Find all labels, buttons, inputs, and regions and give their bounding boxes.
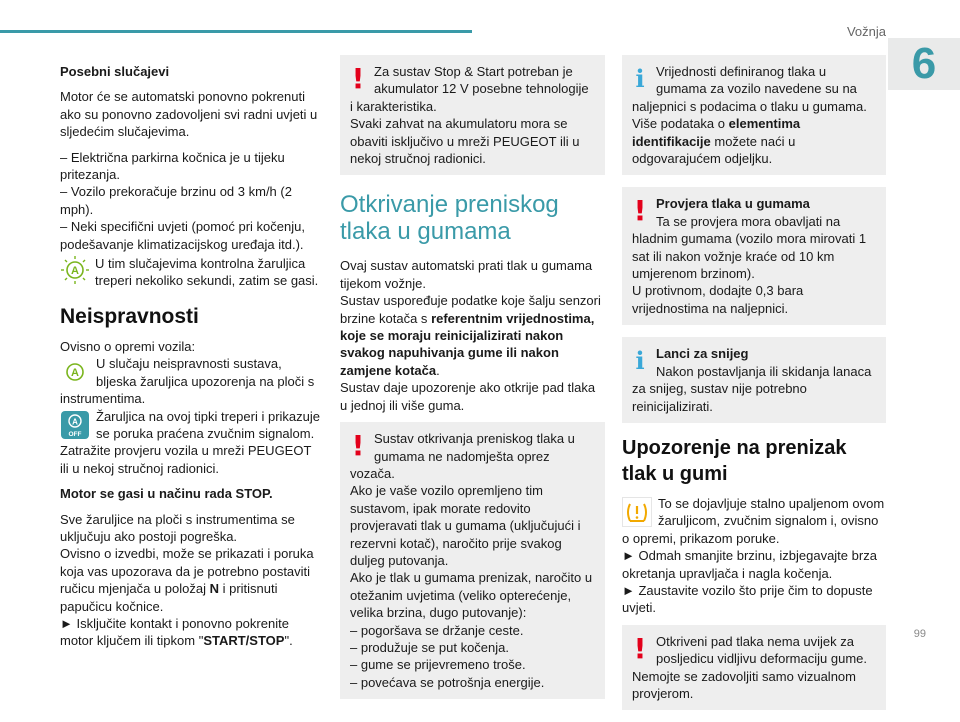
warning-text: – pogoršava se držanje ceste. bbox=[350, 622, 524, 638]
chapter-number: 6 bbox=[911, 39, 937, 88]
info-text: Vrijednosti definiranog tlaka u gumama za vozilo navedene su na naljepnici s podacima o tlaku u gumama. bbox=[632, 64, 867, 114]
warning-icon: ! bbox=[633, 194, 647, 228]
auto-a-icon bbox=[60, 255, 90, 285]
warning-text: Sustav otkrivanja preniskog tlaka u gumama ne nadomješta oprez vozača. bbox=[350, 431, 575, 481]
tyre-p3: Sustav daje upozorenje ako otkrije pad tlaka u jednoj ili više guma. bbox=[340, 380, 596, 413]
info-box-snow-chains bbox=[622, 337, 886, 423]
svg-text:A: A bbox=[71, 367, 79, 380]
warning-box-visual-check bbox=[622, 625, 886, 711]
warning-text: Otkriveni pad tlaka nema uvijek za posljedicu vidljivu deformaciju gume. bbox=[656, 633, 867, 667]
faults-icon2-text: Žaruljica na ovoj tipki treperi i prikazuje se poruka praćena zvučnim signalom. bbox=[96, 408, 320, 441]
warning-text: Za sustav Stop & Start potreban je akumulator 12 V posebne tehnologije i karakteristika. bbox=[350, 64, 589, 114]
tyre-warning-p2: ► Odmah smanjite brzinu, izbjegavajte brza okretanja upravljača i nagla kočenja. bbox=[622, 548, 877, 581]
chapter-tab bbox=[888, 38, 960, 90]
faults-icon-note-1 bbox=[60, 355, 322, 407]
info-text: Nakon postavljanja ili skidanja lanaca za snijeg, sustav nije potrebno reinicijalizirati. bbox=[632, 363, 872, 414]
info-title: Lanci za snijeg bbox=[656, 346, 749, 362]
stop-mode-p1: Sve žaruljice na ploči s instrumentima se uključuju ako postoji pogreška. bbox=[60, 511, 295, 544]
tyre-pressure-warning-icon bbox=[622, 497, 652, 527]
stop-mode-p3: ► Isključite kontakt i ponovno pokrenite motor ključem ili tipkom "START/STOP". bbox=[60, 615, 293, 649]
warning-icon: ! bbox=[633, 631, 647, 665]
warning-text: Svaki zahvat na akumulatoru mora se obaviti isključivo u mreži PEUGEOT ili u nekoj stručnoj radionici. bbox=[350, 116, 580, 167]
tyre-p1: Ovaj sustav automatski prati tlak u gumama tijekom vožnje. bbox=[340, 258, 593, 291]
column-3 bbox=[622, 55, 886, 722]
stop-mode-title: Motor se gasi u načinu rada STOP. bbox=[60, 486, 273, 502]
special-icon-text: U tim slučajevima kontrolna žaruljica treperi nekoliko sekundi, zatim se gasi. bbox=[95, 256, 319, 289]
warning-text: – produžuje se put kočenja. bbox=[350, 639, 509, 655]
warning-text: Ako je tlak u gumama prenizak, naročito u otežanim uvjetima (veliko opterećenje, velika brzina, dugo putovanje): bbox=[350, 570, 593, 621]
warning-text: – gume se prijevremeno troše. bbox=[350, 657, 526, 673]
column-1 bbox=[60, 55, 322, 650]
warning-text: U protivnom, dodajte 0,3 bara vrijednostima na naljepnici. bbox=[632, 283, 804, 316]
special-icon-note bbox=[60, 255, 322, 290]
tyre-warning-p3: ► Zaustavite vozilo što prije čim to dopuste uvjeti. bbox=[622, 582, 873, 616]
warning-icon: ! bbox=[351, 429, 365, 463]
warning-text: Ta se provjera mora obavljati na hladnim gumama (vozilo mora mirovati 1 sat ili nakon vožnje kraće od 10 km umjerenom brzinom). bbox=[632, 213, 867, 282]
warning-box-battery bbox=[340, 55, 605, 175]
special-item: – Vozilo prekoračuje brzinu od 3 km/h (2 mph). bbox=[60, 184, 292, 217]
warning-box-tyre-system bbox=[340, 422, 605, 699]
warning-text: Nemojte se zadovoljiti samo vizualnom provjerom. bbox=[632, 668, 856, 701]
faults-intro: Ovisno o opremi vozila: bbox=[60, 338, 196, 354]
special-item: – Neki specifični uvjeti (pomoć pri kočenju, podešavanje klimatizacijskog uređaja itd.). bbox=[60, 219, 305, 252]
info-icon: i bbox=[635, 346, 645, 376]
warning-text: – povećava se potrošnja energije. bbox=[350, 674, 545, 690]
faults-title: Neispravnosti bbox=[60, 304, 199, 328]
stop-mode-p2: Ovisno o izvedbi, može se prikazati i poruka koja vas upozorava da je potrebno postaviti ručicu mjenjača u položaj N i pritisnuti papučicu kočnice. bbox=[60, 546, 314, 614]
section-heading-tyre-detection: Otkrivanje preniskog tlaka u gumama bbox=[340, 191, 559, 246]
faults-icon1-text: U slučaju neispravnosti sustava, bljeska žaruljica upozorenja na ploči s instrumentima. bbox=[60, 356, 315, 407]
tyre-warning-p1: To se dojavljuje stalno upaljenom ovom žaruljicom, zvučnim signalom i, ovisno o opremi, prikazom poruke. bbox=[622, 495, 885, 546]
faults-icon-note-2 bbox=[60, 408, 322, 443]
tyre-p2: Sustav uspoređuje podatke koje šalju senzori brzine kotača s referentnim vrijednostima, koje se moraju reinicijalizirati nakon svakog napuhivanja gume ili nakon zamjene kotača. bbox=[340, 293, 601, 378]
warning-title: Provjera tlaka u gumama bbox=[656, 196, 810, 212]
warning-icon: ! bbox=[351, 62, 365, 95]
info-box-pressure-values bbox=[622, 55, 886, 175]
section-label: Vožnja bbox=[846, 24, 886, 39]
faults-after: Zatražite provjeru vozila u mreži PEUGEOT ili u nekoj stručnoj radionici. bbox=[60, 443, 312, 476]
tyre-warning-icon-note bbox=[622, 495, 886, 547]
warning-text: Ako je vaše vozilo opremljeno tim sustavom, ipak morate redovito provjeravati tlak u gumama (uključujući i rezervni kotač), naročito prije svakog duljeg putovanja. bbox=[350, 483, 581, 568]
column-2 bbox=[340, 55, 605, 711]
auto-a-off-button-icon bbox=[60, 410, 90, 440]
svg-text:A: A bbox=[71, 265, 79, 278]
special-cases-title: Posebni slučajevi bbox=[60, 64, 170, 79]
svg-text:OFF: OFF bbox=[68, 430, 82, 438]
page-number: 99 bbox=[913, 628, 926, 640]
info-text: Više podataka o elementima identifikacije možete naći u odgovarajućem odjeljku. bbox=[632, 116, 801, 167]
info-icon: i bbox=[635, 64, 645, 93]
tyre-warning-heading: Upozorenje na prenizak tlak u gumi bbox=[622, 436, 847, 485]
header-bar bbox=[0, 30, 472, 33]
auto-a-icon bbox=[60, 357, 90, 387]
special-item: – Električna parkirna kočnica je u tijeku pritezanja. bbox=[60, 149, 285, 183]
warning-box-pressure-check bbox=[622, 187, 886, 325]
special-cases-intro: Motor će se automatski ponovno pokrenuti ako su ponovno zadovoljeni svi radni uvjeti u sljedećim slučajevima. bbox=[60, 89, 318, 140]
svg-text:A: A bbox=[72, 417, 78, 426]
